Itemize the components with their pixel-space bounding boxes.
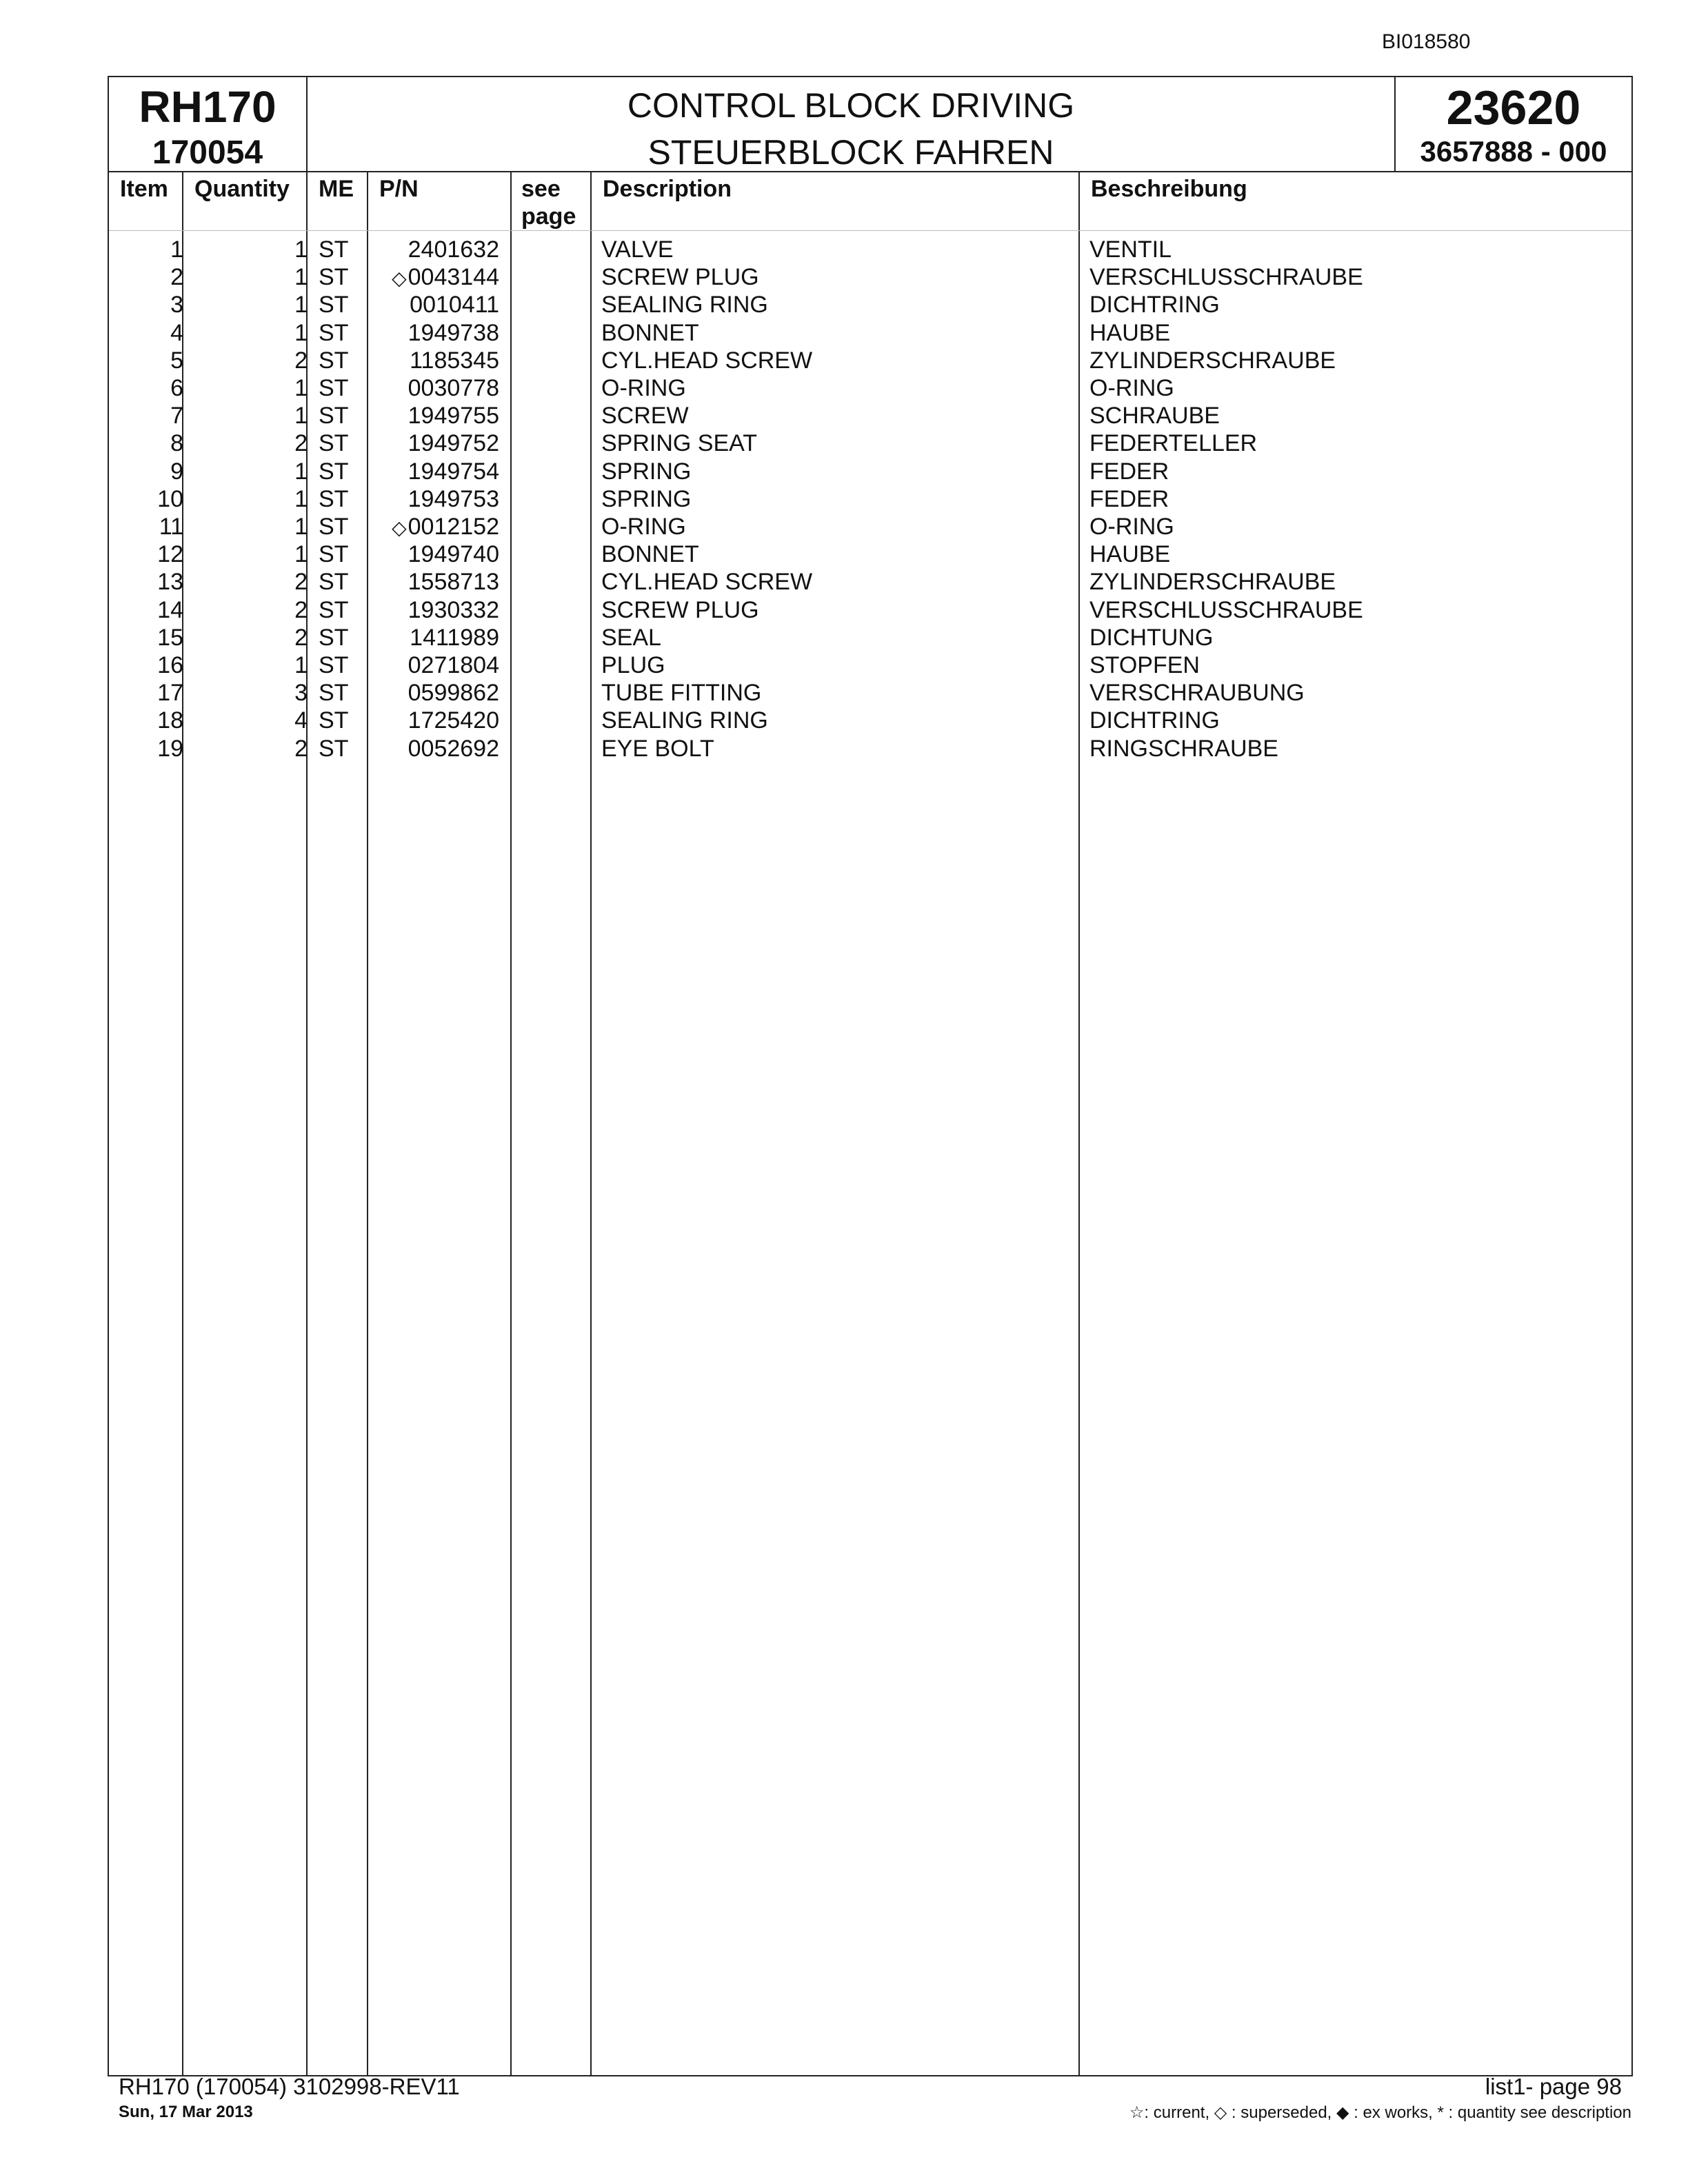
table-row [109,596,1631,624]
description: O-RING [601,375,686,401]
model-number: RH170 [139,82,277,132]
quantity: 1 [294,652,308,678]
quantity: 1 [294,403,308,429]
part-number [408,707,499,734]
quantity: 1 [294,264,308,291]
footer-document-ref: RH170 (170054) 3102998-REV11 [119,2074,460,2099]
part-number-value: 1930332 [408,596,499,623]
item-number: 16 [157,652,183,678]
title-english: CONTROL BLOCK DRIVING [627,86,1075,125]
quantity: 2 [294,735,308,762]
footer-legend: ☆: current, ◇ : superseded, ◆ : ex works, * : quantity see description [1129,2103,1631,2122]
description: O-RING [601,514,686,540]
part-number [392,263,499,292]
quantity: 2 [294,624,308,651]
beschreibung: FEDER [1089,458,1169,485]
description: PLUG [601,652,665,678]
quantity: 1 [294,514,308,540]
part-number-value: 1558713 [408,569,499,596]
document-id: BI018580 [1382,30,1471,53]
description: BONNET [601,541,699,568]
serial-number: 170054 [152,134,263,171]
description: SPRING [601,485,692,512]
description: CYL.HEAD SCREW [601,569,813,596]
see-label: see [521,176,561,202]
part-number [392,513,499,542]
item-number: 8 [170,430,183,457]
unit: ST [319,652,349,678]
unit: ST [319,236,349,263]
quantity: 2 [294,430,308,457]
superseded-icon: ◇ [392,267,407,290]
quantity: 2 [294,569,308,596]
table-row [109,458,1631,485]
footer-date: Sun, 17 Mar 2013 [119,2103,253,2121]
unit: ST [319,624,349,651]
beschreibung: DICHTRING [1089,292,1220,318]
part-number [408,679,499,707]
item-number: 14 [157,596,183,623]
unit: ST [319,458,349,485]
table-row [109,402,1631,429]
table-row [109,429,1631,457]
item-number: 13 [157,569,183,596]
unit: ST [319,430,349,457]
table-row [109,540,1631,568]
beschreibung: STOPFEN [1089,652,1200,678]
part-number [408,402,499,429]
beschreibung: DICHTRING [1089,707,1220,734]
item-number: 7 [170,403,183,429]
quantity: 1 [294,292,308,318]
parts-table [108,172,1633,2076]
item-number: 18 [157,707,183,734]
part-number [408,485,499,513]
part-number-value: 0012152 [408,514,499,540]
part-number [408,374,499,402]
column-header-item: Item [120,176,168,202]
unit: ST [319,541,349,568]
unit: ST [319,514,349,540]
part-number [408,651,499,679]
beschreibung: RINGSCHRAUBE [1089,735,1278,762]
item-number: 9 [170,458,183,485]
part-number-value: 1949753 [408,485,499,512]
description: SCREW PLUG [601,596,759,623]
table-row [109,374,1631,402]
item-number: 17 [157,680,183,707]
quantity: 3 [294,680,308,707]
unit: ST [319,735,349,762]
item-number: 3 [170,292,183,318]
table-row [109,707,1631,734]
table-row [109,679,1631,707]
beschreibung: VENTIL [1089,236,1172,263]
part-number-value: 1949752 [408,430,499,457]
description: SCREW PLUG [601,264,759,291]
beschreibung: O-RING [1089,514,1174,540]
beschreibung: FEDERTELLER [1089,430,1258,457]
part-number [410,624,499,651]
table-row [109,291,1631,318]
part-number [410,347,499,374]
quantity: 1 [294,319,308,346]
beschreibung: FEDER [1089,485,1169,512]
item-number: 1 [170,236,183,263]
unit: ST [319,292,349,318]
item-number: 19 [157,735,183,762]
beschreibung: ZYLINDERSCHRAUBE [1089,347,1336,374]
item-number: 12 [157,541,183,568]
quantity: 1 [294,458,308,485]
part-number [408,236,499,263]
description: SPRING SEAT [601,430,758,457]
part-number-value: 0271804 [408,652,499,678]
item-number: 11 [159,514,183,540]
unit: ST [319,347,349,374]
description: BONNET [601,319,699,346]
beschreibung: SCHRAUBE [1089,403,1220,429]
item-number: 2 [170,264,183,291]
column-header-me: ME [319,176,354,202]
beschreibung: VERSCHLUSSCHRAUBE [1089,596,1363,623]
description: SCREW [601,403,689,429]
description: SEALING RING [601,707,768,734]
part-number-value: 0043144 [408,264,499,291]
unit: ST [319,569,349,596]
part-number-value: 1185345 [410,347,499,374]
superseded-icon: ◇ [392,517,407,538]
part-number-value: 0599862 [408,680,499,707]
table-row [109,236,1631,263]
part-number [408,568,499,596]
unit: ST [319,375,349,401]
part-number [408,429,499,457]
unit: ST [319,485,349,512]
table-row [109,513,1631,540]
description: VALVE [601,236,674,263]
column-header-see-page [521,175,576,230]
part-number-value: 1949754 [408,458,499,485]
beschreibung: ZYLINDERSCHRAUBE [1089,569,1336,596]
table-row [109,319,1631,347]
column-header-beschreibung: Beschreibung [1091,176,1247,202]
table-row [109,735,1631,762]
part-number [408,319,499,347]
part-number-value: 2401632 [408,236,499,263]
description: EYE BOLT [601,735,714,762]
header-box [108,76,1633,172]
description: SPRING [601,458,692,485]
beschreibung: VERSCHRAUBUNG [1089,680,1305,707]
quantity: 1 [294,485,308,512]
part-number-value: 1949738 [408,319,499,346]
table-row [109,568,1631,596]
part-number-value: 0052692 [408,735,499,762]
beschreibung: DICHTUNG [1089,624,1214,651]
unit: ST [319,707,349,734]
item-number: 5 [170,347,183,374]
part-number [408,540,499,568]
column-header-description: Description [603,176,732,202]
unit: ST [319,264,349,291]
description: CYL.HEAD SCREW [601,347,813,374]
beschreibung: VERSCHLUSSCHRAUBE [1089,264,1363,291]
group-number: 23620 [1446,81,1581,134]
part-number [408,735,499,762]
column-header-pn: P/N [379,176,419,202]
part-number-value: 1725420 [408,707,499,734]
table-row [109,347,1631,374]
column-header-quantity: Quantity [194,176,290,202]
part-number-value: 0010411 [410,292,499,318]
drawing-number: 3657888 - 000 [1420,135,1607,168]
unit: ST [319,403,349,429]
item-number: 4 [170,319,183,346]
quantity: 1 [294,375,308,401]
unit: ST [319,319,349,346]
part-number-value: 1411989 [410,624,499,651]
description: TUBE FITTING [601,680,762,707]
title-german: STEUERBLOCK FAHREN [647,133,1054,172]
description: SEALING RING [601,292,768,318]
unit: ST [319,680,349,707]
part-number [408,596,499,624]
footer-page-number: list1- page 98 [1485,2074,1622,2099]
part-number [408,458,499,485]
part-number-value: 1949755 [408,403,499,429]
unit: ST [319,596,349,623]
model-cell [109,77,308,171]
page-label: page [521,203,576,230]
part-number [410,291,499,318]
table-row [109,624,1631,651]
group-cell [1394,77,1631,171]
table-row [109,263,1631,291]
table-row [109,651,1631,679]
beschreibung: O-RING [1089,375,1174,401]
item-number: 6 [170,375,183,401]
quantity: 2 [294,347,308,374]
part-number-value: 0030778 [408,375,499,401]
quantity: 4 [294,707,308,734]
quantity: 1 [294,236,308,263]
item-number: 10 [157,485,183,512]
quantity: 1 [294,541,308,568]
part-number-value: 1949740 [408,541,499,568]
header-separator [109,230,1631,231]
table-row [109,485,1631,513]
description: SEAL [601,624,661,651]
quantity: 2 [294,596,308,623]
item-number: 15 [157,624,183,651]
beschreibung: HAUBE [1089,319,1171,346]
beschreibung: HAUBE [1089,541,1171,568]
